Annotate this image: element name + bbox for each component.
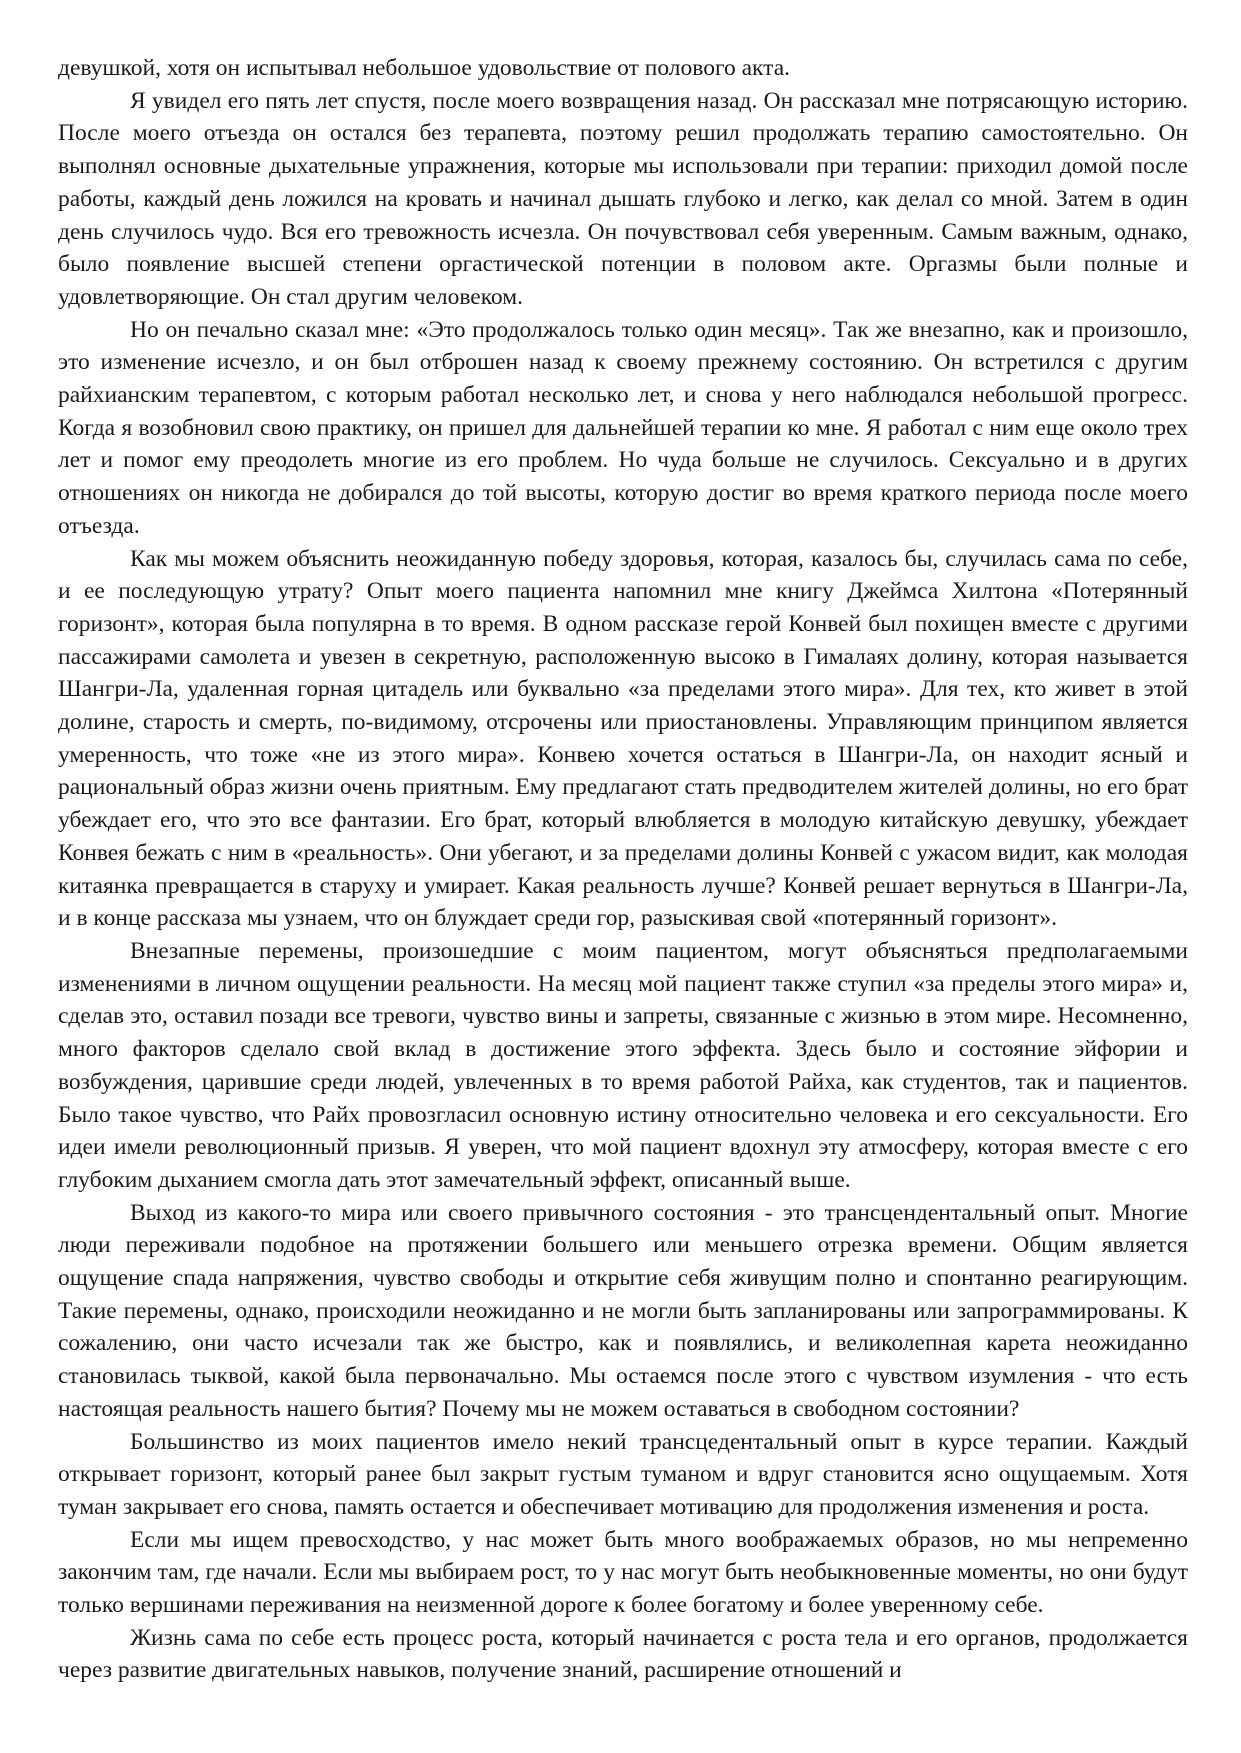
paragraph-patient-story: Я увидел его пять лет спустя, после моего возвращения назад. Он рассказал мне потрясающую историю. После моего отъезда он остался без терапевта, поэтому решил продолжать терапию самостоятельно. Он выполнял основные дыхательные упражнения, которые мы использовали при терапии: приходил домой после работы, каждый день ложился на кровать и начинал дышать глубоко и легко, как делал со мной. Затем в один день случилось чудо. Вся его тревожность исчезла. Он почувствовал себя уверенным. Самым важным, однако, было появление высшей степени оргастической потенции в половом акте. Оргазмы были полные и удовлетворяющие. Он стал другим человеком. (58, 87, 1188, 310)
paragraph-continued: девушкой, хотя он испытывал небольшое удовольствие от полового акта. (58, 55, 791, 81)
paragraph-one-month: Но он печально сказал мне: «Это продолжалось только один месяц». Так же внезапно, как и произошло, это изменение исчезло, и он был отброшен назад к своему прежнему состоянию. Он встретился с другим райхианским терапевтом, с которым работал несколько лет, и снова у него наблюдался небольшой прогресс. Когда я возобновил свою практику, он пришел для дальнейшей терапии ко мне. Я работал с ним еще около трех лет и помог ему преодолеть многие из его проблем. Но чуда больше не случилось. Сексуально и в других отношениях он никогда не добирался до той высоты, которую достиг во время краткого периода после моего отъезда. (58, 316, 1188, 539)
document-page (58, 52, 1188, 1687)
paragraph-transcendental: Выход из какого-то мира или своего привычного состояния - это трансцендентальный опыт. Многие люди переживали подобное на протяжении большего или меньшего отрезка времени. Общим является ощущение спада напряжения, чувство свободы и открытие себя живущим полно и спонтанно реагирующим. Такие перемены, однако, происходили неожиданно и не могли быть запланированы или запрограммированы. К сожалению, они часто исчезали так же быстро, как и появлялись, и великолепная карета неожиданно становилась тыквой, какой была первоначально. Мы остаемся после этого с чувством изумления - что есть настоящая реальность нашего бытия? Почему мы не можем оставаться в свободном состоянии? (58, 1199, 1188, 1422)
paragraph-patients-experience: Большинство из моих пациентов имело некий трансцедентальный опыт в курсе терапии. Каждый открывает горизонт, который ранее был закрыт густым туманом и вдруг становится ясно ощущаемым. Хотя туман закрывает его снова, память остается и обеспечивает мотивацию для продолжения изменения и роста. (58, 1428, 1188, 1520)
paragraph-sudden-changes: Внезапные перемены, произошедшие с моим пациентом, могут объясняться предполагаемыми изменениями в личном ощущении реальности. На месяц мой пациент также ступил «за пределы этого мира» и, сделав это, оставил позади все тревоги, чувство вины и запреты, связанные с жизнью в этом мире. Несомненно, много факторов сделало свой вклад в достижение этого эффекта. Здесь было и состояние эйфории и возбуждения, царившие среди людей, увлеченных в то время работой Райха, как студентов, так и пациентов. Было такое чувство, что Райх провозгласил основную истину относительно человека и его сексуальности. Его идеи имели революционный призыв. Я уверен, что мой пациент вдохнул эту атмосферу, которая вместе с его глубоким дыханием смогла дать этот замечательный эффект, описанный выше. (58, 937, 1188, 1193)
paragraph-lost-horizon: Как мы можем объяснить неожиданную победу здоровья, которая, казалось бы, случилась сама по себе, и ее последующую утрату? Опыт моего пациента напомнил мне книгу Джеймса Хилтона «Потерянный горизонт», которая была популярна в то время. В одном рассказе герой Конвей был похищен вместе с другими пассажирами самолета и увезен в секретную, расположенную высоко в Гималаях долину, которая называется Шангри-Ла, удаленная горная цитадель или буквально «за пределами этого мира». Для тех, кто живет в этой долине, старость и смерть, по-видимому, отсрочены или приостановлены. Управляющим принципом является умеренность, что тоже «не из этого мира». Конвею хочется остаться в Шангри-Ла, он находит ясный и рациональный образ жизни очень приятным. Ему предлагают стать предводителем жителей долины, но его брат убеждает его, что это все фантазии. Его брат, который влюбляется в молодую китайскую девушку, убеждает Конвея бежать с ним в «реальность». Они убегают, и за пределами долины Конвей с ужасом видит, как молодая китаянка превращается в старуху и умирает. Какая реальность лучше? Конвей решает вернуться в Шангри-Ла, и в конце рассказа мы узнаем, что он блуждает среди гор, разыскивая свой «потерянный горизонт». (58, 545, 1188, 932)
paragraph-excellence-growth: Если мы ищем превосходство, у нас может быть много воображаемых образов, но мы непременно закончим там, где начали. Если мы выбираем рост, то у нас могут быть необыкновенные моменты, но они будут только вершинами переживания на неизменной дороге к более богатому и более уверенному себе. (58, 1526, 1188, 1619)
paragraph-life-growth: Жизнь сама по себе есть процесс роста, который начинается с роста тела и его органов, продолжается через развитие двигательных навыков, получение знаний, расширение отношений и (58, 1624, 1188, 1684)
